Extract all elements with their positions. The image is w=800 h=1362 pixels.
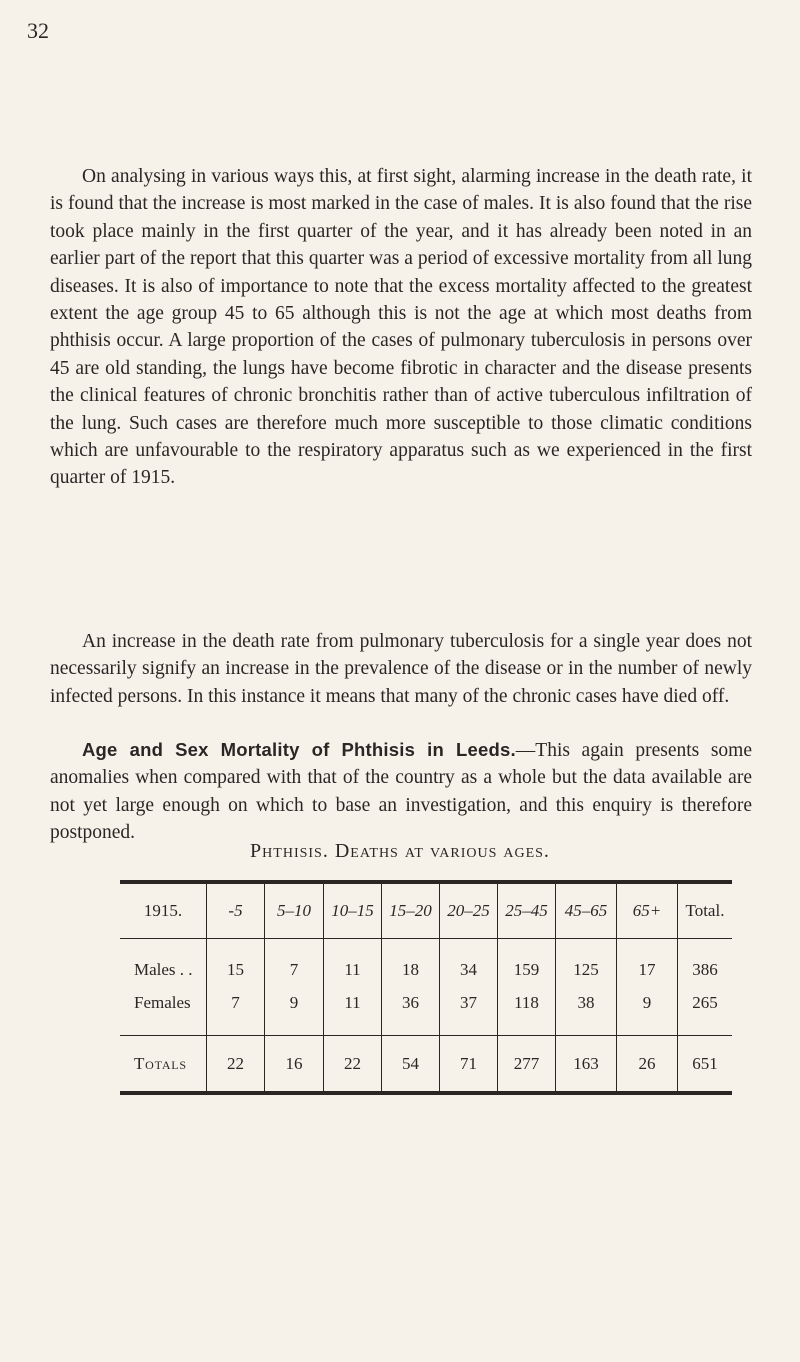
section-heading: Age and Sex Mortality of Phthisis in Leeds. (82, 739, 516, 760)
table-cell: 386 (678, 939, 733, 987)
table-cell: 71 (440, 1036, 498, 1094)
header-age-10-15: 10–15 (324, 882, 382, 939)
row-label: Totals (120, 1036, 207, 1094)
table-cell: 17 (617, 939, 678, 987)
table-cell: 18 (382, 939, 440, 987)
page-number: 32 (27, 18, 49, 43)
table-cell: 7 (265, 939, 324, 987)
table-cell: 16 (265, 1036, 324, 1094)
section-body: —This again presents some anomalies when compared with that of the country as a whole but the data available are not yet large enough on which to base an investigation, and this enquiry is therefore postponed. (50, 740, 752, 844)
paragraph-age-sex (50, 736, 752, 847)
deaths-by-age-table (120, 880, 732, 1095)
table-cell: 265 (678, 986, 733, 1036)
table-cell: 34 (440, 939, 498, 987)
header-age-65-plus: 65+ (617, 882, 678, 939)
row-label: Females (134, 992, 191, 1012)
table-row-females (120, 986, 732, 1036)
row-label: Males . . (134, 959, 193, 979)
table-cell: 277 (498, 1036, 556, 1094)
table-row-males (120, 939, 732, 987)
header-age-45-65: 45–65 (556, 882, 617, 939)
table-row-totals (120, 1036, 732, 1094)
header-age-5-10: 5–10 (265, 882, 324, 939)
paragraph-analysis: On analysing in various ways this, at first sight, alarming increase in the death rate, it is found that the increase is most marked in the case of males. It is also found that the rise took place mainly in the first quarter of the year, and it has already been noted in an earlier part of the report that this quarter was a period of excessive mortality from all lung diseases. It is also of importance to note that the excess mortality affected to the greatest extent the age group 45 to 65 although this is not the age at which most deaths from phthisis occur. A large proportion of the cases of pulmonary tuberculosis in persons over 45 are old standing, the lungs have become fibrotic in character and the disease presents the clinical features of chronic bronchitis rather than of active tuberculous infiltration of the lung. Such cases are therefore much more susceptible to those climatic conditions which are unfavourable to the respiratory apparatus such as we experienced in the first quarter of 1915. (50, 166, 752, 489)
table-cell: 15 (207, 939, 265, 987)
table-cell: 11 (324, 939, 382, 987)
table-cell: 26 (617, 1036, 678, 1094)
table-cell: 54 (382, 1036, 440, 1094)
table-cell: 36 (382, 986, 440, 1036)
paragraph-increase: An increase in the death rate from pulmonary tuberculosis for a single year does not necessarily signify an increase in the prevalence of the disease or in the number of newly infected persons. In this instance it means that many of the chronic cases have died off. (50, 631, 752, 707)
header-age-0-5: -5 (207, 882, 265, 939)
table-cell: 163 (556, 1036, 617, 1094)
table-header-row (120, 882, 732, 939)
header-age-20-25: 20–25 (440, 882, 498, 939)
table-cell: 651 (678, 1036, 733, 1094)
table-cell: 9 (617, 986, 678, 1036)
table-title: Phthisis. Deaths at various ages. (250, 840, 550, 862)
header-year: 1915. (120, 882, 207, 939)
table-cell: 22 (207, 1036, 265, 1094)
table-cell: 7 (207, 986, 265, 1036)
table-cell: 37 (440, 986, 498, 1036)
header-age-15-20: 15–20 (382, 882, 440, 939)
header-age-25-45: 25–45 (498, 882, 556, 939)
table-cell: 125 (556, 939, 617, 987)
table-cell: 118 (498, 986, 556, 1036)
table-cell: 11 (324, 986, 382, 1036)
table-cell: 159 (498, 939, 556, 987)
table-cell: 9 (265, 986, 324, 1036)
table-cell: 38 (556, 986, 617, 1036)
header-total: Total. (678, 882, 733, 939)
table-cell: 22 (324, 1036, 382, 1094)
